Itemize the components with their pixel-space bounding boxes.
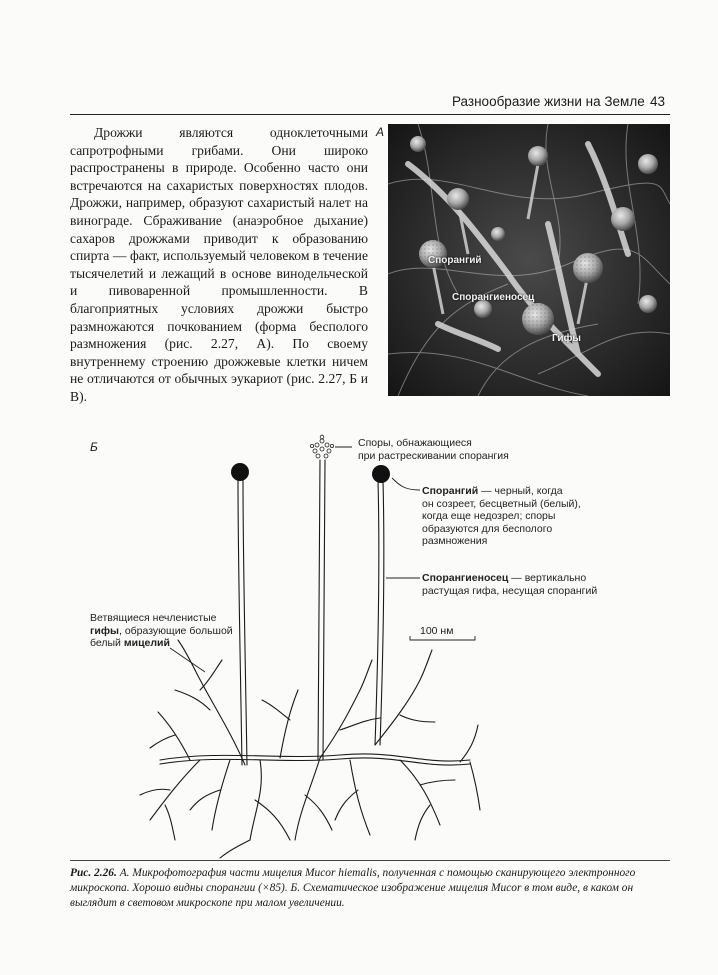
hypha-branch [400,760,440,825]
sporangium-right [372,465,390,483]
hypha-branch [295,758,320,840]
scale-bar-label: 100 нм [420,625,454,637]
caption-figure-label: Рис. 2.26. [70,867,117,879]
micrograph-label-sporangium: Спорангий [428,255,482,266]
annotation-sporangiophore-term: Спорангиеносец [422,572,509,584]
sporangiophore-middle [318,460,320,760]
annotation-sporangium-line: он созреет, бесцветный (белый), [422,497,581,510]
annotation-sporangium-line: — черный, когда [481,485,563,497]
leader-mycelium [170,648,205,672]
annotation-sporangium-term: Спорангий [422,485,479,497]
annotation-sporangiophore-line: растущая гифа, несущая спорангий [422,584,598,597]
annotation-mycelium-line1: Ветвящиеся нечленистые [90,612,217,624]
annotation-mycelium-term-mycelium: мицелий [123,637,170,650]
hypha-branch [320,690,360,758]
sporangiophore-middle-inner [323,460,325,760]
sporangiophore-right [375,480,379,745]
caption-rule [70,860,670,861]
sporangium-left [231,463,249,481]
caption-text: А. Микрофотография части мицелия Mucor hiemalis, полученная с помощью сканирующего электронного микроскопа. Хорошо видны спорангии (×85). Б. Схематическое изображение мицелия Mucor в том виде, в каком он выглядит в световом микроскопе при малом увеличении. [70,867,636,909]
hypha-branch [280,690,298,758]
micrograph-label-hyphae: Гифы [552,333,581,344]
micrograph-label-sporangiophore: Спорангиеносец [452,292,535,303]
annotation-spores-line1: Споры, обнажающиеся [358,437,472,449]
running-header-title: Разнообразие жизни на Земле [452,94,645,109]
body-paragraph: Дрожжи являются одноклеточными сапротрофными грибами. Они широко распространены в природе. Особенно часто они встречаются на сахаристых поверхностях плодов. Дрожжи, например, образуют сахаристый налет на винограде. Сбраживание (анаэробное дыхание) сахаров дрожжами приводит к образованию спирта — факт, используемый человеком в течение тысячелетий и лежащий в основе винодельческой и пивоваренной промышленности. В благоприятных условиях дрожжи быстро размножаются почкованием (форма бесполого размножения (рис. 2.27, А). По своему внутреннему строению дрожжевые клетки ничем не отличаются от обычных эукариот (рис. 2.27, Б и В). [70,125,368,404]
hypha-branch [460,725,478,762]
annotation-spores [358,437,509,462]
annotation-sporangiophore [422,572,662,597]
leader-sporangium [392,478,420,490]
panel-a-letter: А [376,125,385,139]
annotation-mycelium-term-hyphae: гифы [90,624,119,637]
annotation-spores-line2: при растрескивании спорангия [358,449,509,462]
annotation-sporangium [422,485,662,548]
hypha-branch [158,712,190,760]
hypha-branch [195,670,245,765]
hypha-branch [212,760,230,830]
annotation-mycelium-line2: , образующие большой [118,624,233,637]
annotation-mycelium-line3: белый [90,637,121,650]
annotation-mycelium [90,612,280,650]
figure-caption [70,866,670,911]
page-number: 43 [650,94,666,109]
annotation-sporangiophore-line: — вертикально [511,572,587,584]
sporangiophore-right-inner [380,480,384,745]
spores-cluster [310,435,333,458]
annotation-sporangium-line: когда еще недозрел; споры [422,510,556,523]
hypha-branch [350,760,370,835]
annotation-sporangium-line: размножения [422,535,488,548]
panel-b-letter: Б [90,440,98,454]
annotation-sporangium-line: образуются для бесполого [422,522,553,535]
